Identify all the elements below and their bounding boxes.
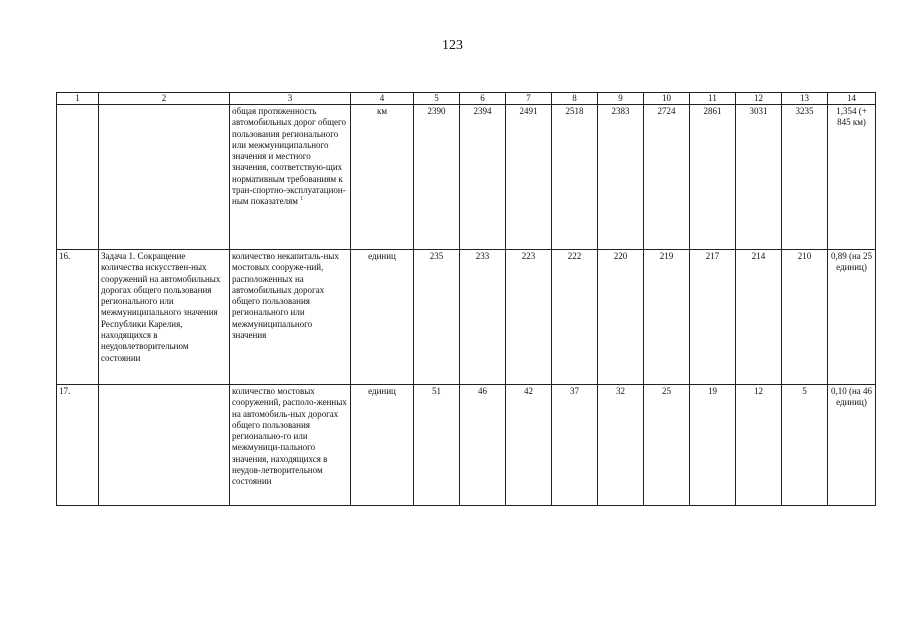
indicator-text: общая протяженность автомобильных дорог общего пользования регионального или межмуниципального значения и местного значения, соответствую-щих нормативным требованиям к тран-спортно-эксплуатацион-ным показателям	[232, 106, 346, 207]
header-cell: 1	[57, 93, 99, 105]
task-cell	[99, 105, 230, 250]
unit-cell: км	[351, 105, 414, 250]
table-row	[57, 105, 876, 250]
value-cell: 3235	[782, 105, 828, 250]
table-row	[57, 250, 876, 385]
value-cell: 46	[460, 385, 506, 506]
header-cell: 4	[351, 93, 414, 105]
header-cell: 3	[230, 93, 351, 105]
indicator-table	[56, 92, 876, 506]
value-cell: 51	[414, 385, 460, 506]
value-cell: 219	[644, 250, 690, 385]
task-cell: Задача 1. Сокращение количества искусствен-ных сооружений на автомобильных дорогах общего пользования регионального или межмуниципального значения Республики Карелия, находящихся в неудовлетворительном состоянии	[99, 250, 230, 385]
value-cell: 2724	[644, 105, 690, 250]
value-cell: 2390	[414, 105, 460, 250]
value-cell: 12	[736, 385, 782, 506]
unit-cell: единиц	[351, 250, 414, 385]
page-number: 123	[442, 38, 463, 53]
value-cell: 2394	[460, 105, 506, 250]
value-cell: 217	[690, 250, 736, 385]
row-number-cell	[57, 105, 99, 250]
value-cell: 223	[506, 250, 552, 385]
header-cell: 6	[460, 93, 506, 105]
header-cell: 13	[782, 93, 828, 105]
header-cell: 2	[99, 93, 230, 105]
value-cell: 222	[552, 250, 598, 385]
table-row	[57, 385, 876, 506]
value-cell: 19	[690, 385, 736, 506]
header-cell: 10	[644, 93, 690, 105]
value-cell: 37	[552, 385, 598, 506]
header-cell: 12	[736, 93, 782, 105]
header-cell: 5	[414, 93, 460, 105]
value-cell: 220	[598, 250, 644, 385]
value-cell: 32	[598, 385, 644, 506]
result-cell: 1,354 (+ 845 км)	[828, 105, 876, 250]
value-cell: 2861	[690, 105, 736, 250]
result-cell: 0,10 (на 46 единиц)	[828, 385, 876, 506]
row-number-cell: 16.	[57, 250, 99, 385]
value-cell: 2491	[506, 105, 552, 250]
value-cell: 5	[782, 385, 828, 506]
value-cell: 2383	[598, 105, 644, 250]
indicator-cell: количество некапиталь-ных мостовых сооруже-ний, расположенных на автомобильных дорогах общего пользования регионального или межмуниципального значения	[230, 250, 351, 385]
value-cell: 210	[782, 250, 828, 385]
header-cell: 9	[598, 93, 644, 105]
header-row	[57, 93, 876, 105]
result-cell: 0,89 (на 25 единиц)	[828, 250, 876, 385]
header-cell: 8	[552, 93, 598, 105]
value-cell: 42	[506, 385, 552, 506]
row-number-cell: 17.	[57, 385, 99, 506]
footnote-marker: 1	[300, 196, 304, 203]
indicator-cell	[230, 105, 351, 250]
header-cell: 7	[506, 93, 552, 105]
value-cell: 3031	[736, 105, 782, 250]
unit-cell: единиц	[351, 385, 414, 506]
value-cell: 233	[460, 250, 506, 385]
value-cell: 2518	[552, 105, 598, 250]
value-cell: 214	[736, 250, 782, 385]
value-cell: 25	[644, 385, 690, 506]
value-cell: 235	[414, 250, 460, 385]
header-cell: 14	[828, 93, 876, 105]
task-cell	[99, 385, 230, 506]
indicator-cell: количество мостовых сооружений, располо-женных на автомобиль-ных дорогах общего пользования регионально-го или межмуници-пального значения, находящихся в неудов-летворительном состоянии	[230, 385, 351, 506]
header-cell: 11	[690, 93, 736, 105]
